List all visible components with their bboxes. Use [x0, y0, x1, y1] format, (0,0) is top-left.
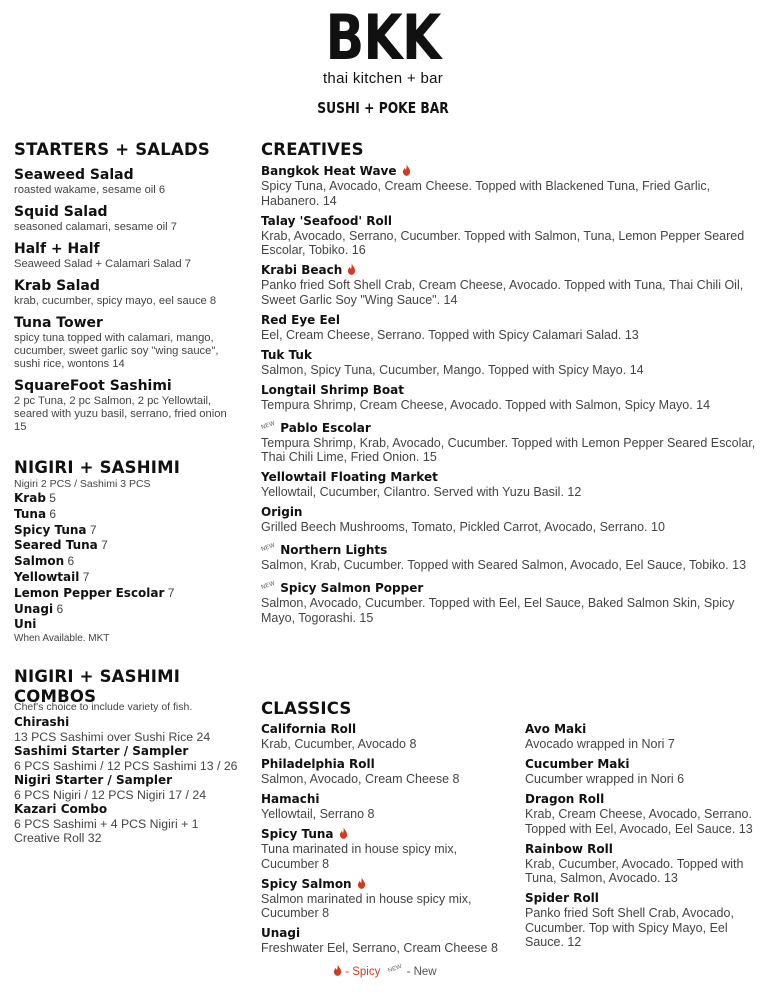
menu-item: [525, 792, 760, 836]
menu-item: [261, 348, 756, 378]
combos-note: Chef's choice to include variety of fish.: [14, 701, 193, 714]
item-desc: spicy tuna topped with calamari, mango, cucumber, sweet garlic soy "wing sauce", sushi rice, wontons 14: [14, 332, 219, 370]
menu-item: [261, 926, 501, 956]
item-name-row: [525, 792, 760, 807]
item-desc: Seaweed Salad + Calamari Salad 7: [14, 258, 191, 270]
classics-section: [261, 699, 501, 961]
item-price: 6: [56, 601, 64, 616]
item-name: Chirashi: [14, 715, 70, 730]
item-desc: Freshwater Eel, Serrano, Cream Cheese 8: [261, 941, 498, 955]
menu-item: [14, 378, 242, 434]
combos-heading: NIGIRI + SASHIMI COMBOS: [14, 667, 181, 707]
menu-item: [14, 167, 242, 197]
item-name-row: [261, 313, 756, 328]
menu-item: [14, 315, 242, 371]
menu-item: [261, 877, 501, 921]
item-name: Half + Half: [14, 241, 100, 257]
item-name: Seared Tuna: [14, 538, 98, 553]
item-name: Squid Salad: [14, 204, 108, 220]
item-name-row: [261, 540, 756, 558]
classics-list-left: [261, 722, 501, 956]
item-name-row: [261, 505, 756, 520]
menu-item: [14, 278, 242, 308]
item-name: California Roll: [261, 722, 357, 736]
item-price: 5: [49, 491, 56, 505]
item-name-row: [261, 164, 756, 179]
item-desc: 6 PCS Sashimi / 12 PCS Sashimi 13 / 26: [14, 758, 238, 773]
nigiri-item: [14, 507, 242, 523]
menu-item: [261, 214, 756, 258]
classics-list-right: [525, 722, 760, 950]
item-name: Philadelphia Roll: [261, 757, 375, 771]
item-name: Lemon Pepper Escolar: [14, 585, 165, 600]
item-desc: Salmon, Spicy Tuna, Cucumber, Mango. Topped with Spicy Mayo. 14: [261, 362, 644, 377]
item-name-row: [261, 383, 756, 398]
item-name-row: [261, 792, 501, 807]
item-desc: Salmon marinated in house spicy mix, Cucumber 8: [261, 891, 472, 920]
item-name: Bangkok Heat Wave: [261, 164, 397, 178]
item-name: Unagi: [14, 601, 54, 616]
item-price: 7: [89, 522, 97, 537]
item-desc: roasted wakame, sesame oil 6: [14, 184, 166, 196]
item-name-row: [261, 722, 501, 737]
item-desc: Panko fried Soft Shell Crab, Cream Cheese, Avocado. Topped with Tuna, Thai Chili Oil, Sweet Garlic Soy "Wing Sauce". 14: [261, 278, 744, 307]
item-desc: Tempura Shrimp, Krab, Avocado, Cucumber. Topped with Lemon Pepper Seared Escolar, Thai Chili Lime, Fried Onion. 15: [261, 435, 756, 464]
menu-item: [261, 313, 756, 343]
item-desc: Salmon, Avocado, Cucumber. Topped with Eel, Eel Sauce, Baked Salmon Skin, Spicy Mayo, Togorashi. 15: [261, 596, 735, 625]
item-name: Yellowtail: [14, 569, 80, 584]
item-name: Cucumber Maki: [525, 757, 630, 771]
brand-logo: BKK: [325, 1, 441, 74]
menu-item: [261, 540, 756, 573]
item-name: Tuna Tower: [14, 315, 103, 331]
item-name: Unagi: [261, 926, 301, 940]
item-name: Hamachi: [261, 792, 320, 806]
item-name-row: [261, 348, 756, 363]
item-desc: Krab, Cream Cheese, Avocado, Serrano. Topped with Eel, Avocado, Eel Sauce. 13: [525, 807, 753, 836]
item-name: Krab: [14, 491, 46, 505]
item-name: Avo Maki: [525, 722, 587, 736]
item-name-row: [261, 827, 501, 842]
menu-item: [14, 241, 242, 271]
combo-item: [14, 715, 242, 744]
item-name-row: [525, 842, 760, 857]
menu-item: [261, 418, 756, 465]
starters-heading: STARTERS + SALADS: [14, 140, 210, 159]
classics-heading: CLASSICS: [261, 699, 352, 718]
item-name: Longtail Shrimp Boat: [261, 382, 404, 397]
menu-item: [525, 842, 760, 886]
item-desc: 6 PCS Nigiri / 12 PCS Nigiri 17 / 24: [14, 787, 207, 802]
item-name-row: [261, 263, 756, 278]
item-name-row: [261, 418, 756, 436]
creatives-list: [261, 164, 756, 625]
item-name: Salmon: [14, 554, 65, 569]
menu-item: [261, 470, 756, 500]
item-name: Spicy Tuna: [14, 522, 87, 537]
item-name-row: [525, 722, 760, 737]
new-icon: NEW: [260, 541, 276, 554]
item-desc: 13 PCS Sashimi over Sushi Rice 24: [14, 729, 211, 744]
flame-icon: [339, 827, 348, 839]
item-desc: Tuna marinated in house spicy mix, Cucumber 8: [261, 842, 458, 871]
nigiri-item: [14, 491, 242, 507]
creatives-section: [261, 140, 756, 631]
nigiri-item: [14, 602, 242, 618]
starters-list: [14, 167, 242, 434]
menu-item: [14, 204, 242, 234]
new-icon: NEW: [260, 419, 276, 431]
nigiri-item: [14, 617, 242, 633]
item-name: Nigiri Starter / Sampler: [14, 773, 172, 788]
item-name-row: [261, 214, 756, 229]
nigiri-item: [14, 586, 242, 602]
nigiri-note: Nigiri 2 PCS / Sashimi 3 PCS: [14, 478, 151, 490]
menu-item: [525, 757, 760, 787]
new-icon: NEW: [386, 963, 403, 975]
item-desc: Cucumber wrapped in Nori 6: [525, 772, 685, 786]
nigiri-item: [14, 554, 242, 570]
left-column: [14, 140, 242, 846]
menu-item: [261, 383, 756, 413]
combo-item: [14, 773, 242, 802]
item-name: Krab Salad: [14, 278, 100, 294]
item-name-row: [525, 891, 760, 906]
nigiri-item: [14, 523, 242, 539]
menu-item: [261, 757, 501, 787]
item-name: Yellowtail Floating Market: [261, 470, 438, 484]
item-name: Spider Roll: [525, 891, 599, 905]
menu-item: [261, 578, 756, 625]
item-name: Spicy Salmon: [261, 876, 352, 891]
item-desc: Krab, Avocado, Serrano, Cucumber. Topped with Salmon, Tuna, Lemon Pepper Seared Escolar, Tobiko. 16: [261, 228, 745, 257]
item-desc: Panko fried Soft Shell Crab, Avocado, Cucumber. Top with Spicy Mayo, Eel Sauce. 12: [525, 906, 734, 949]
item-name-row: [261, 926, 501, 941]
item-desc: Krab, Cucumber, Avocado 8: [261, 737, 417, 751]
item-desc: Krab, Cucumber, Avocado. Topped with Tuna, Salmon, Avocado. 13: [525, 856, 744, 885]
menu-item: [261, 827, 501, 871]
item-name: Tuna: [14, 506, 47, 521]
menu-item: [261, 263, 756, 307]
item-name: Rainbow Roll: [525, 841, 613, 856]
uni-note: When Available. MKT: [14, 633, 110, 645]
menu-item: [261, 792, 501, 822]
item-desc: seasoned calamari, sesame oil 7: [14, 221, 177, 233]
item-desc: 6 PCS Sashimi + 4 PCS Nigiri + 1 Creative Roll 32: [14, 816, 199, 846]
item-name-row: [261, 578, 756, 596]
item-name: SquareFoot Sashimi: [14, 378, 172, 394]
item-name: Talay 'Seafood' Roll: [261, 213, 392, 228]
combos-list: [14, 715, 242, 846]
menu-item: [525, 722, 760, 752]
item-name: Kazari Combo: [14, 802, 108, 817]
item-name: Tuk Tuk: [261, 347, 312, 362]
item-name-row: [261, 757, 501, 772]
nigiri-list: [14, 491, 242, 645]
item-desc: krab, cucumber, spicy mayo, eel sauce 8: [14, 295, 217, 307]
legend-new-label: - New: [406, 966, 437, 978]
menu-subtitle: SUSHI + POKE BAR: [317, 99, 449, 117]
item-desc: Yellowtail, Cucumber, Cilantro. Served with Yuzu Basil. 12: [261, 485, 582, 499]
item-desc: Spicy Tuna, Avocado, Cream Cheese. Topped with Blackened Tuna, Fried Garlic, Habanero. 14: [261, 179, 711, 208]
legend: [333, 962, 437, 979]
combo-item: [14, 802, 242, 846]
menu-item: [261, 164, 756, 208]
item-name: Uni: [14, 617, 37, 632]
item-name: Sashimi Starter / Sampler: [14, 744, 189, 759]
item-name: Red Eye Eel: [261, 312, 340, 327]
item-name: Origin: [261, 505, 303, 519]
item-desc: Yellowtail, Serrano 8: [261, 807, 375, 821]
brand-tagline: thai kitchen + bar: [322, 70, 444, 87]
item-price: 7: [82, 569, 90, 584]
item-price: 6: [67, 554, 75, 569]
item-price: 7: [167, 585, 175, 600]
flame-icon: [402, 164, 411, 176]
menu-item: [261, 505, 756, 535]
item-desc: 2 pc Tuna, 2 pc Salmon, 2 pc Yellowtail, seared with yuzu basil, serrano, fried onion 15: [14, 395, 227, 433]
item-name-row: [261, 877, 501, 892]
item-name: Pablo Escolar: [280, 420, 371, 435]
item-desc: Salmon, Avocado, Cream Cheese 8: [261, 772, 460, 786]
item-desc: Salmon, Krab, Cucumber. Topped with Seared Salmon, Avocado, Eel Sauce, Tobiko. 13: [261, 558, 747, 572]
flame-icon: [333, 964, 342, 976]
flame-icon: [347, 263, 356, 275]
item-name: Seaweed Salad: [14, 167, 134, 183]
classics-right-column: [525, 722, 760, 955]
nigiri-item: [14, 570, 242, 586]
menu-item: [261, 722, 501, 752]
item-price: 6: [49, 506, 57, 521]
flame-icon: [357, 877, 366, 889]
item-desc: Avocado wrapped in Nori 7: [525, 737, 675, 751]
nigiri-item: [14, 538, 242, 554]
item-name: Spicy Tuna: [261, 827, 334, 841]
legend-spicy-label: - Spicy: [345, 966, 381, 978]
item-name: Spicy Salmon Popper: [280, 581, 424, 595]
item-desc: Tempura Shrimp, Cream Cheese, Avocado. Topped with Salmon, Spicy Mayo. 14: [261, 397, 711, 412]
item-name: Dragon Roll: [525, 792, 605, 806]
item-name-row: [525, 757, 760, 772]
nigiri-heading: NIGIRI + SASHIMI: [14, 458, 181, 477]
item-name-row: [261, 470, 756, 485]
new-icon: NEW: [260, 579, 276, 592]
menu-item: [525, 891, 760, 950]
item-name: Northern Lights: [280, 543, 388, 557]
item-name: Krabi Beach: [261, 263, 343, 277]
item-desc: Eel, Cream Cheese, Serrano. Topped with Spicy Calamari Salad. 13: [261, 327, 639, 342]
item-price: 7: [101, 538, 108, 553]
combo-item: [14, 744, 242, 773]
item-desc: Grilled Beech Mushrooms, Tomato, Pickled Carrot, Avocado, Serrano. 10: [261, 520, 665, 534]
creatives-heading: CREATIVES: [261, 140, 364, 159]
